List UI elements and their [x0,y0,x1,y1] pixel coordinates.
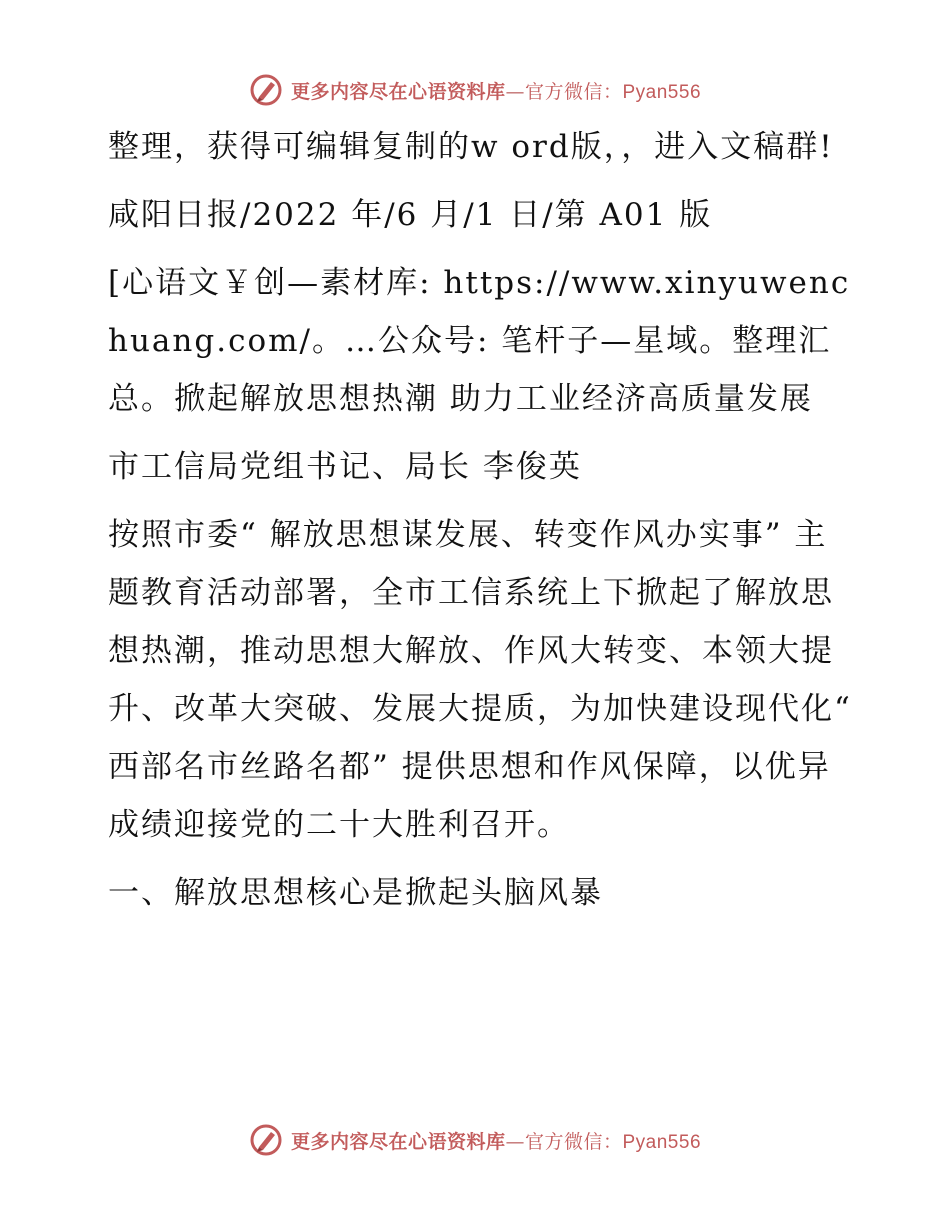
watermark-wechat-id: Pyan556 [622,1131,702,1153]
footer-watermark [0,1120,950,1160]
watermark-separator: — [505,1130,525,1153]
watermark-text [291,1127,701,1154]
header-watermark [0,70,950,110]
section-heading: 一、解放思想核心是掀起头脑风暴 [108,875,603,911]
watermark-main-text: 更多内容尽在心语资料库 [290,1130,506,1153]
pen-logo-icon [249,1123,283,1157]
watermark-wechat-label: 官方微信： [524,1130,623,1153]
intro-paragraph: 整理，获得可编辑复制的w ord版，，进入文稿群! [108,129,834,165]
title-paragraph: [心语文￥创—素材库: https://www.xinyuwenchuang.com/。…公众号: 笔杆子—星域。整理汇总。掀起解放思想热潮 助力工业经济高质量发展 [108,265,851,417]
document-content [98,118,858,932]
source-line: 咸阳日报/2022 年/6 月/1 日/第 A01 版 [108,197,713,233]
watermark-wechat-label: 官方微信： [524,80,623,103]
author-line: 市工信局党组书记、局长 李俊英 [108,449,582,485]
watermark-wechat-id: Pyan556 [622,81,702,103]
watermark-text [291,77,701,104]
pen-logo-icon [249,73,283,107]
body-paragraph: 按照市委“ 解放思想谋发展、转变作风办实事” 主题教育活动部署，全市工信系统上下掀起了解放思想热潮，推动思想大解放、作风大转变、本领大提升、改革大突破、发展大提质，为加快建设现代化“ 西部名市丝路名都” 提供思想和作风保障，以优异成绩迎接党的二十大胜利召开。 [108,517,852,843]
watermark-main-text: 更多内容尽在心语资料库 [290,80,506,103]
watermark-separator: — [505,80,525,103]
